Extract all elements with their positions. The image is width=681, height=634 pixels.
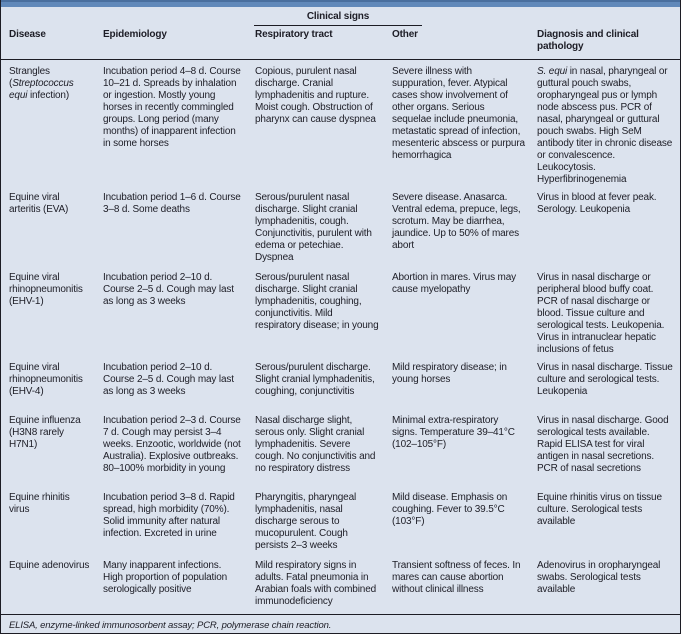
table-top-accent-bar bbox=[1, 0, 680, 7]
table-row-eva bbox=[1, 186, 680, 266]
cell-respiratory: Nasal discharge slight, serous only. Slight cranial lymphadenitis. Severe cough. No conjunctivitis and no respiratory distress bbox=[255, 415, 376, 474]
column-header-respiratory-tract: Respiratory tract bbox=[255, 29, 333, 40]
cell-disease: Equine viral rhinopneumonitis (EHV-4) bbox=[9, 362, 83, 397]
cell-respiratory: Pharyngitis, pharyngeal lymphadenitis, nasal discharge serous to mucopurulent. Cough persists 2–3 weeks bbox=[255, 492, 357, 551]
cell-epidemiology: Incubation period 2–3 d. Course 7 d. Cough may persist 3–4 weeks. Enzootic, worldwide (not Australia). Explosive outbreaks. 80–100% morbidity in young bbox=[103, 415, 241, 474]
cell-respiratory: Copious, purulent nasal discharge. Cranial lymphadenitis and rupture. Moist cough. Obstruction of pharynx can cause dyspnea bbox=[255, 66, 376, 125]
table-header bbox=[1, 7, 680, 60]
cell-diagnosis: Virus in nasal discharge. Good serological tests available. Rapid ELISA test for viral antigen in nasal secretions. PCR of nasal secretions bbox=[537, 415, 669, 474]
cell-other: Transient softness of feces. In mares can cause abortion without clinical illness bbox=[392, 560, 521, 595]
cell-diagnosis: Equine rhinitis virus on tissue culture. Serological tests available bbox=[537, 492, 662, 527]
cell-other: Abortion in mares. Virus may cause myelopathy bbox=[392, 272, 516, 295]
cell-respiratory: Serous/purulent nasal discharge. Slight cranial lymphadenitis, cough. Conjunctivitis, purulent with edema or petechiae. Dyspnea bbox=[255, 192, 372, 263]
cell-epidemiology: Incubation period 3–8 d. Rapid spread, high morbidity (70%). Solid immunity after natural infection. Excreted in urine bbox=[103, 492, 235, 539]
cell-respiratory: Mild respiratory signs in adults. Fatal pneumonia in Arabian foals with combined immunodeficiency bbox=[255, 560, 377, 607]
cell-respiratory: Serous/purulent nasal discharge. Slight cranial lymphadenitis, coughing, conjunctivitis. Mild respiratory disease; in young bbox=[255, 272, 379, 331]
table-row-influenza bbox=[1, 409, 680, 486]
table-body bbox=[1, 60, 680, 614]
cell-disease: Equine viral rhinopneumonitis (EHV-1) bbox=[9, 272, 83, 307]
cell-respiratory: Serous/purulent discharge. Slight cranial lymphadenitis, coughing, conjunctivitis bbox=[255, 362, 375, 397]
cell-diagnosis: Virus in nasal discharge. Tissue culture and serological tests. Leukopenia bbox=[537, 362, 673, 397]
clinical-signs-group-header: Clinical signs bbox=[254, 11, 422, 26]
column-header-epidemiology: Epidemiology bbox=[103, 29, 167, 40]
cell-disease: Equine viral arteritis (EVA) bbox=[9, 192, 69, 215]
cell-disease: Equine rhinitis virus bbox=[9, 492, 70, 515]
table-row-ehv4 bbox=[1, 356, 680, 409]
cell-other: Mild disease. Emphasis on coughing. Fever to 39.5°C (103°F) bbox=[392, 492, 508, 527]
cell-epidemiology: Incubation period 2–10 d. Course 2–5 d. Cough may last as long as 3 weeks bbox=[103, 272, 234, 307]
cell-other: Severe disease. Anasarca. Ventral edema, prepuce, legs, scrotum. May be diarrhea, jaundice. Up to 50% of mares abort bbox=[392, 192, 521, 251]
cell-disease: Equine adenovirus bbox=[9, 560, 90, 571]
table-row-rhinitis bbox=[1, 486, 680, 554]
cell-epidemiology: Many inapparent infections. High proportion of population serologically positive bbox=[103, 560, 228, 595]
column-header-disease: Disease bbox=[9, 29, 46, 40]
cell-diagnosis: Adenovirus in oropharyngeal swabs. Serological tests available bbox=[537, 560, 661, 595]
column-header-row bbox=[1, 29, 680, 59]
table-row-adenovirus bbox=[1, 554, 680, 614]
cell-other: Mild respiratory disease; in young horses bbox=[392, 362, 507, 385]
cell-epidemiology: Incubation period 2–10 d. Course 2–5 d. Cough may last as long as 3 weeks bbox=[103, 362, 234, 397]
cell-epidemiology: Incubation period 4–8 d. Course 10–21 d. Spreads by inhalation or ingestion. Mostly young horses in recently commingled groups. Long period (many months) of inapparent infection in some horses bbox=[103, 66, 241, 149]
cell-epidemiology: Incubation period 1–6 d. Course 3–8 d. Some deaths bbox=[103, 192, 241, 215]
column-header-diagnosis: Diagnosis and clinical pathology bbox=[537, 29, 639, 52]
table-footnote: ELISA, enzyme-linked immunosorbent assay; PCR, polymerase chain reaction. bbox=[1, 614, 680, 634]
cell-other: Severe illness with suppuration, fever. Atypical cases show involvement of other organs. Serious sequelae include pneumonia, metastatic spread of infection, mesenteric abscess or purpura hemorrhagica bbox=[392, 66, 525, 161]
column-header-other: Other bbox=[392, 29, 418, 40]
cell-disease: Strangles (Streptococcus equi infection) bbox=[9, 66, 74, 101]
cell-diagnosis: Virus in blood at fever peak. Serology. Leukopenia bbox=[537, 192, 657, 215]
cell-disease: Equine influenza (H3N8 rarely H7N1) bbox=[9, 415, 81, 450]
table-row-ehv1 bbox=[1, 266, 680, 356]
cell-other: Minimal extra-respiratory signs. Temperature 39–41°C (102–105°F) bbox=[392, 415, 515, 450]
cell-diagnosis: Virus in nasal discharge or peripheral blood buffy coat. PCR of nasal discharge or blood. Tissue culture and serological tests. Leukopenia. Virus in intranuclear hepatic inclusions of fetus bbox=[537, 272, 665, 355]
cell-diagnosis: S. equi in nasal, pharyngeal or guttural pouch swabs, oropharyngeal pus or lymph node abscess pus. PCR of nasal, pharyngeal or guttural pouch swabs. High SeM antibody titer in chronic disease or convalescence. Leukocytosis. Hyperfibrinogenemia bbox=[537, 66, 673, 185]
table-row-strangles bbox=[1, 60, 680, 186]
